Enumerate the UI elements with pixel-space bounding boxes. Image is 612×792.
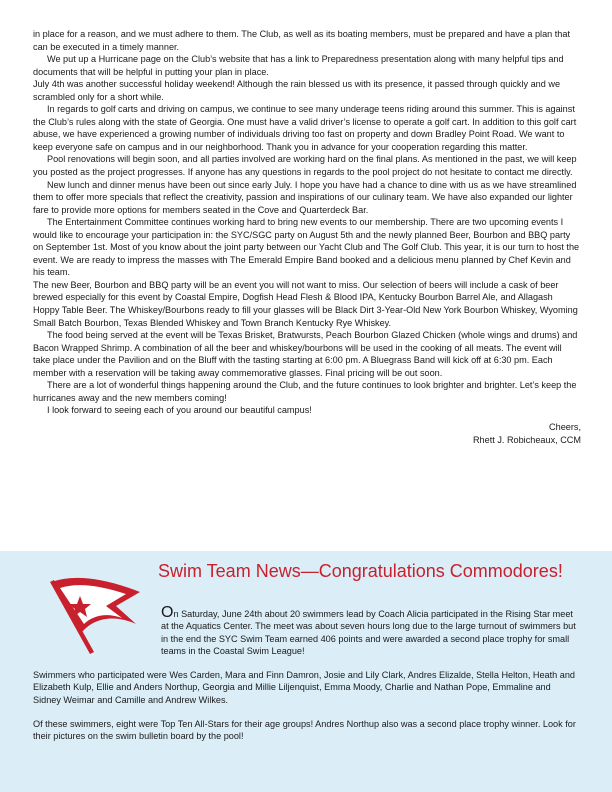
letter-paragraph: July 4th was another successful holiday weekend! Although the rain blessed us with its presence, it passed through quickly and we scrambled only for a short while.: [33, 79, 561, 102]
letter-paragraph: The food being served at the event will be Texas Brisket, Bratwursts, Peach Bourbon Glazed Chicken (whole wings and drums) and Bacon Wrapped Shrimp. A combination of all the beer and whiskey/bourbons will be used in the cooking of all meats. The event will take place under the Pavilion and on the Bluff with the tasting starting at 6:00 pm. A Bluegrass Band will kick off at 6:30 pm. Each member with a reservation will be taking away commemorative glasses. Final pricing will be out soon.: [33, 330, 578, 378]
letter-paragraph: The Entertainment Committee continues working hard to bring new events to our membership. There are two upcoming events I would like to encourage your participation in: the SYC/SGC party on August 5th and the newly planned Beer, Bourbon and BBQ party on September 1st. Most of you know about the joint party between our Yacht Club and The Golf Club. This year, it is our turn to host the event. We are ready to impress the masses with The Emerald Empire Band booked and a delicious menu planned by Chef Kevin and his team.: [33, 217, 580, 278]
swim-title: Swim Team News—Congratulations Commodores!: [158, 561, 563, 581]
swim-paragraph-allstars: Of these swimmers, eight were Top Ten All-Stars for their age groups! Andres Northup also was a second place trophy winner. Look for their pictures on the swim bulletin board by the pool!: [33, 719, 576, 742]
letter-paragraph: We put up a Hurricane page on the Club’s website that has a link to Preparedness presentation along with many helpful tips and documents that will be helpful in putting your plan in place.: [33, 54, 564, 77]
letter-paragraph: There are a lot of wonderful things happening around the Club, and the future continues to look brighter and brighter. Let’s keep the hurricanes away and the new members coming!: [33, 380, 577, 403]
swim-body: [33, 604, 581, 755]
swim-paragraph-meet: [33, 604, 581, 657]
meet-text: n Saturday, June 24th about 20 swimmers lead by Coach Alicia participated in the Rising Star meet at the Aquatics Center. The meet was about seven hours long due to the large turnout of swimmers but in the end the SYC Swim Team earned 406 points and were awarded a second place trophy for small teams in the Coastal Swim League!: [161, 609, 576, 656]
letter-paragraph: in place for a reason, and we must adhere to them. The Club, as well as its boating members, must be prepared and have a plan that can be executed in a timely manner.: [33, 29, 570, 52]
closing: Cheers,: [549, 421, 581, 432]
letter-paragraph: I look forward to seeing each of you around our beautiful campus!: [47, 405, 312, 416]
letter-body: [33, 28, 581, 417]
swim-paragraph-swimmers: Swimmers who participated were Wes Carden, Mara and Finn Damron, Josie and Lily Clark, Andres Elizalde, Stella Helton, Heath and Elizabeth Kulp, Ellie and Anders Northup, Georgia and Millie Liljenquist, Emma Moody, Charlie and Nathan Pope, Emmaline and Sidney Weimar and Camille and Andrew Wilkes.: [33, 670, 576, 705]
signoff: [33, 421, 581, 446]
letter-paragraph: The new Beer, Bourbon and BBQ party will be an event you will not want to miss. Our selection of beers will include a cask of beer brewed especially for this event by Coastal Empire, Dogfish Head Flesh & Blood IPA, Kentucky Bourbon Barrel Ale, and Allagash Hoppy Table Beer. The Whiskey/Bourbons ready to fill your glasses will be Black Dirt 3-Year-Old New York Bourbon Whiskey, Wyoming Small Batch Bourbon, Texas Blended Whiskey and Town Branch Kentucky Rye Whiskey.: [33, 279, 578, 328]
swim-team-news-section: [0, 551, 612, 792]
dropcap: O: [161, 604, 174, 621]
letter-paragraph: Pool renovations will begin soon, and all parties involved are working hard on the final plans. As mentioned in the past, we will keep you posted as the project progresses. If anyone has any questions in regards to the pool project do not hesitate to contact me directly.: [33, 154, 577, 178]
signature: Rhett J. Robicheaux, CCM: [472, 434, 581, 445]
letter-paragraph: New lunch and dinner menus have been out since early July. I hope you have had a chance to dine with us as we have streamlined them to offer more specials that reflect the creativity, passion and inspirations of our culinary team. We have also expanded our lighter fare to provide more options for members seated in the Cove and Quarterdeck Bar.: [33, 179, 577, 215]
commodore-letter: [33, 28, 581, 446]
letter-paragraph: In regards to golf carts and driving on campus, we continue to see many underage teens riding around this summer. This is against the Club’s rules along with the state of Georgia. One must have a valid driver’s license to operate a golf cart. In addition to this golf cart abuse, we have experienced a growing number of individuals driving too fast on property and down Bradley Point Road. We want to keep everyone safe on campus and in our neighborhood. Thank you in advance for your cooperation regarding this matter.: [33, 104, 577, 152]
